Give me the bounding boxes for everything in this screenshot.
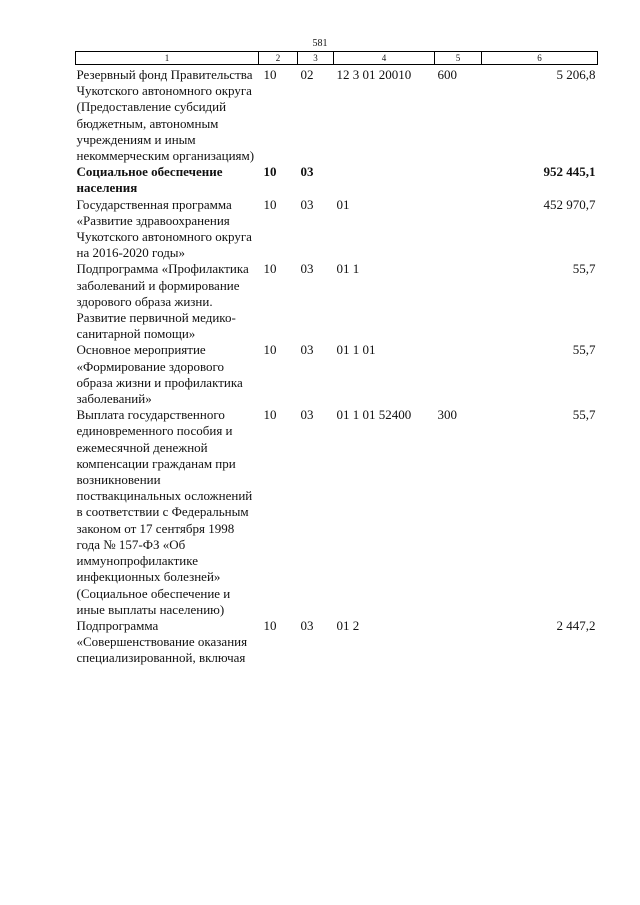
row-vr bbox=[435, 342, 482, 407]
row-razdel: 10 bbox=[263, 342, 277, 358]
row-razdel: 10 bbox=[263, 407, 277, 423]
row-name: Подпрограмма «Совершенствование оказания специализированной, включая bbox=[76, 617, 248, 666]
row-amount: 452 970,7 bbox=[543, 196, 596, 212]
page-number: 581 bbox=[312, 38, 328, 49]
row-podrazdel: 03 bbox=[300, 196, 314, 212]
row-podrazdel: 03 bbox=[300, 617, 314, 633]
table-header-row bbox=[76, 52, 598, 65]
row-podrazdel: 03 bbox=[300, 407, 314, 423]
budget-table bbox=[75, 51, 598, 667]
row-name: Подпрограмма «Профилактика заболеваний и формирование здорового образа жизни. Развитие первичной медико-санитарной помощи» bbox=[76, 261, 249, 342]
table-row bbox=[76, 261, 598, 342]
row-amount: 5 206,8 bbox=[556, 67, 596, 82]
table-row bbox=[76, 618, 598, 667]
row-vr: 300 bbox=[437, 407, 457, 423]
row-amount: 952 445,1 bbox=[543, 164, 596, 180]
column-header: 4 bbox=[334, 52, 435, 65]
table-row bbox=[76, 164, 598, 196]
row-podrazdel: 03 bbox=[300, 164, 314, 180]
row-vr bbox=[435, 197, 482, 262]
row-razdel: 10 bbox=[263, 67, 277, 82]
row-podrazdel: 02 bbox=[300, 67, 314, 82]
table-row bbox=[76, 407, 598, 618]
row-csr: 01 1 01 52400 bbox=[336, 407, 412, 423]
row-name: Государственная программа «Развитие здравоохранения Чукотского автономного округа на 2016-2020 годы» bbox=[76, 196, 252, 261]
row-name: Резервный фонд Правительства Чукотского автономного округа (Предоставление субсидий бюджетным, автономным учреждениям и иным некоммерческим организациям) bbox=[76, 67, 255, 164]
column-header: 3 bbox=[298, 52, 334, 65]
table-row bbox=[76, 197, 598, 262]
table-row bbox=[76, 342, 598, 407]
row-vr bbox=[435, 261, 482, 342]
column-header: 5 bbox=[435, 52, 482, 65]
row-razdel: 10 bbox=[263, 196, 277, 212]
row-razdel: 10 bbox=[263, 164, 277, 180]
row-amount: 55,7 bbox=[572, 261, 596, 277]
row-csr: 01 1 bbox=[336, 261, 360, 277]
column-header: 2 bbox=[259, 52, 298, 65]
row-csr: 01 1 01 bbox=[336, 342, 376, 358]
column-header: 6 bbox=[482, 52, 598, 65]
row-vr bbox=[435, 618, 482, 667]
column-header: 1 bbox=[76, 52, 259, 65]
row-vr bbox=[435, 164, 482, 196]
row-podrazdel: 03 bbox=[300, 261, 314, 277]
row-name: Социальное обеспечение населения bbox=[76, 164, 223, 196]
row-csr: 12 3 01 20010 bbox=[336, 67, 412, 82]
row-csr bbox=[334, 164, 435, 196]
row-amount: 55,7 bbox=[572, 342, 596, 358]
row-amount: 55,7 bbox=[572, 407, 596, 423]
row-csr: 01 2 bbox=[336, 617, 360, 633]
row-csr: 01 bbox=[336, 196, 350, 212]
row-name: Основное мероприятие «Формирование здорового образа жизни и профилактика заболеваний» bbox=[76, 342, 243, 407]
row-vr: 600 bbox=[437, 67, 457, 82]
row-razdel: 10 bbox=[263, 261, 277, 277]
table-row bbox=[76, 65, 598, 165]
row-razdel: 10 bbox=[263, 617, 277, 633]
row-amount: 2 447,2 bbox=[556, 617, 596, 633]
row-podrazdel: 03 bbox=[300, 342, 314, 358]
row-name: Выплата государственного единовременного пособия и ежемесячной денежной компенсации гражданам при возникновении поствакцинальных осложнений в соответствии с Федеральным законом от 17 сентября 1998 года № 157-ФЗ «Об иммунопрофилактике инфекционных болезней» (Социальное обеспечение и иные выплаты населению) bbox=[76, 407, 253, 617]
